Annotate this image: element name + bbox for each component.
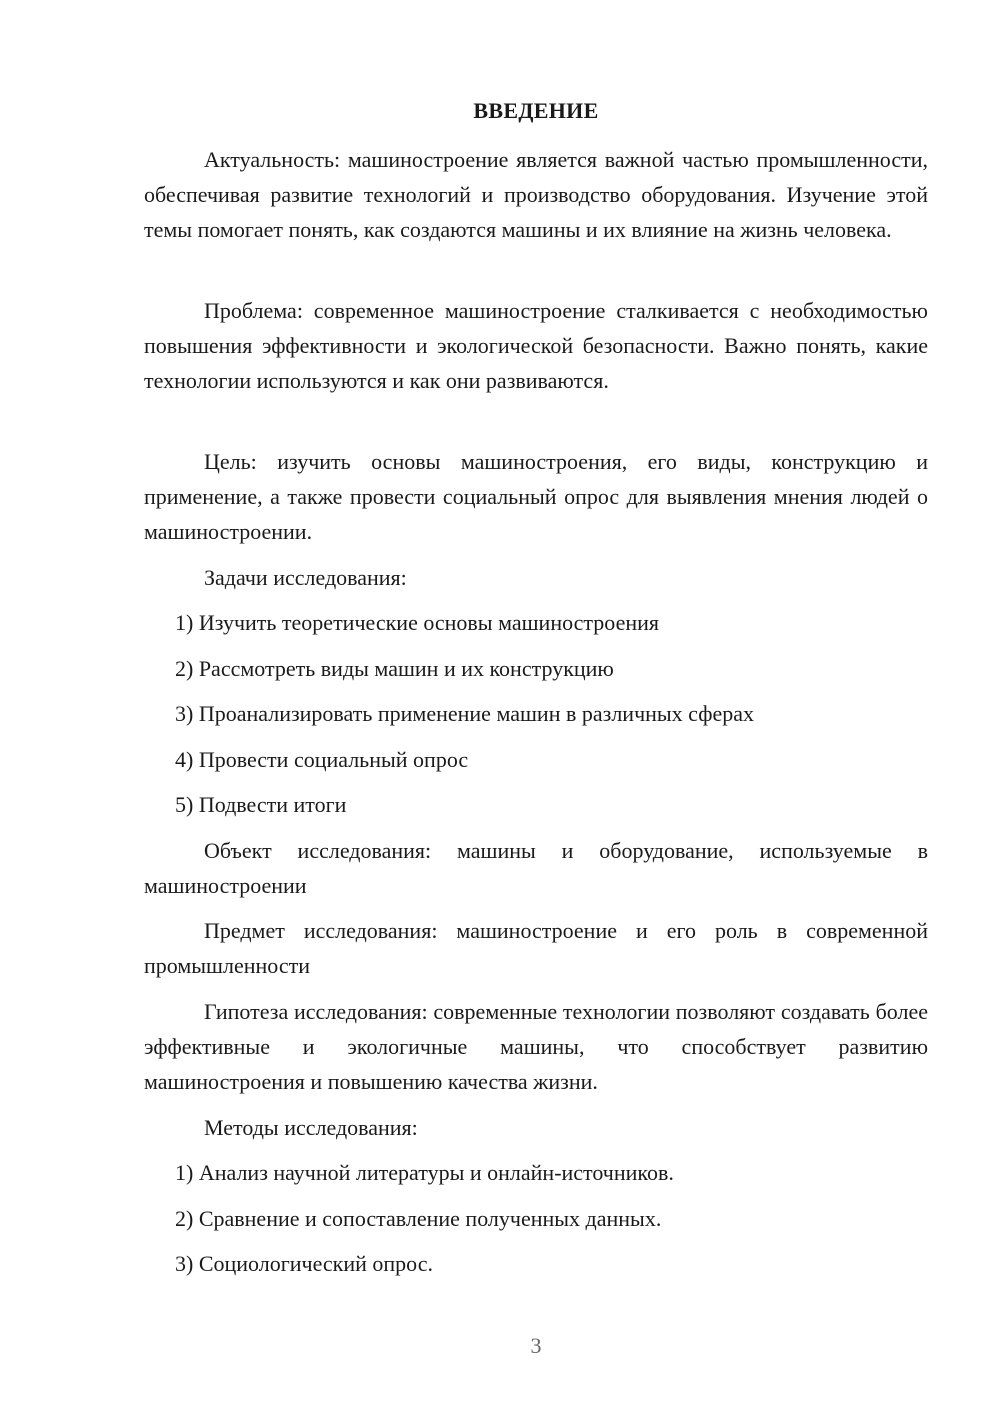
- object-paragraph: Объект исследования: машины и оборудование, используемые в машиностроении: [144, 838, 928, 898]
- method-item: 2) Сравнение и сопоставление полученных данных.: [175, 1206, 662, 1231]
- task-item: 1) Изучить теоретические основы машиностроения: [175, 610, 659, 635]
- problem-paragraph: Проблема: современное машиностроение сталкивается с необходимостью повышения эффективности и экологической безопасности. Важно понять, какие технологии используются и как они развиваются.: [144, 298, 928, 393]
- methods-heading: Методы исследования:: [204, 1115, 418, 1140]
- method-item: 3) Социологический опрос.: [175, 1251, 433, 1276]
- task-item: 2) Рассмотреть виды машин и их конструкцию: [175, 656, 614, 681]
- page-number: 3: [530, 1333, 542, 1358]
- task-item: 4) Провести социальный опрос: [175, 747, 469, 772]
- tasks-heading: Задачи исследования:: [204, 565, 407, 590]
- method-item: 1) Анализ научной литературы и онлайн-источников.: [175, 1160, 674, 1185]
- relevance-paragraph: Актуальность: машиностроение является важной частью промышленности, обеспечивая развитие технологий и производство оборудования. Изучение этой темы помогает понять, как создаются машины и их влияние на жизнь человека.: [144, 147, 928, 242]
- hypothesis-paragraph: Гипотеза исследования: современные технологии позволяют создавать более эффективные и экологичные машины, что способствует развитию машиностроения и повышению качества жизни.: [144, 999, 928, 1094]
- goal-paragraph: Цель: изучить основы машиностроения, его виды, конструкцию и применение, а также провести социальный опрос для выявления мнения людей о машиностроении.: [144, 449, 928, 544]
- page-title: ВВЕДЕНИЕ: [473, 98, 599, 123]
- task-item: 3) Проанализировать применение машин в различных сферах: [175, 701, 755, 726]
- task-item: 5) Подвести итоги: [175, 792, 347, 817]
- subject-paragraph: Предмет исследования: машиностроение и его роль в современной промышленности: [144, 918, 928, 978]
